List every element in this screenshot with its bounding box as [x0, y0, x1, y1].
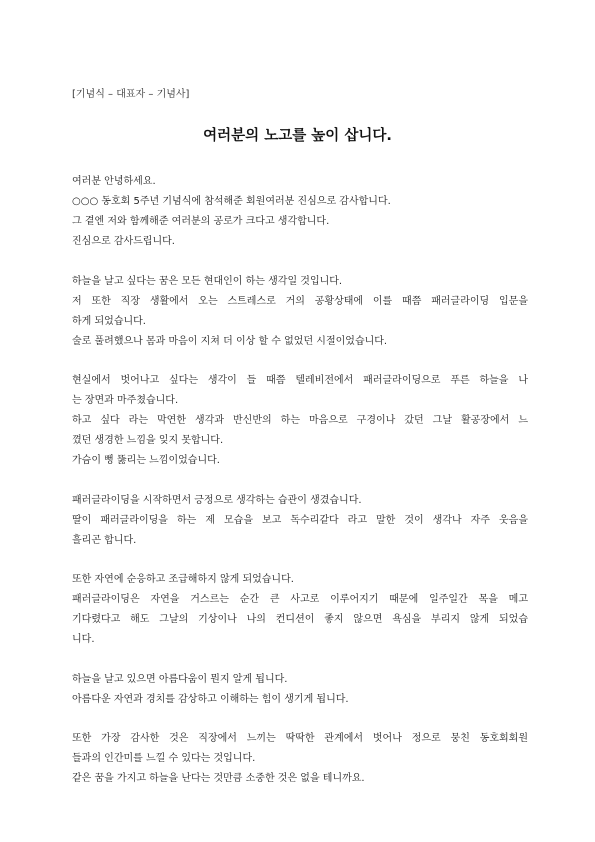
paragraph-line: 술로 풀려했으나 몸과 마음이 지쳐 더 이상 할 수 없었던 시절이었습니다. [72, 335, 388, 347]
paragraph-line: 하늘을 날고 싶다는 꿈은 모든 현대인이 하는 생각일 것입니다. [72, 275, 343, 287]
paragraph-line: 가슴이 뻥 뚫리는 느낌이었습니다. [72, 455, 220, 466]
paragraph-line: 흘리곤 합니다. [72, 534, 137, 546]
paragraph-line: 패러글라이딩은 자연을 거스르는 순간 큰 사고로 이루어지기 때문에 일주일간 목을 메고 [72, 594, 528, 605]
paragraph-line: 꼈던 생경한 느낌을 잊지 못합니다. [72, 435, 224, 446]
paragraph-line: 패러글라이딩을 시작하면서 긍정으로 생각하는 습관이 생겼습니다. [72, 494, 362, 506]
paragraph [72, 570, 528, 650]
paragraph [72, 670, 528, 710]
paragraph-line: 니다. [72, 634, 95, 645]
paragraph-line: 하게 되었습니다. [72, 315, 146, 327]
paragraph-line: 아름다운 자연과 경치를 감상하고 이해하는 힘이 생기게 됩니다. [72, 693, 349, 705]
paragraph-line: 하고 싶다 라는 막연한 생각과 반신반의 하는 마음으로 구경이나 갔던 그날 활공장에서 느 [72, 415, 528, 426]
paragraph-line: 기다렸다고 해도 그날의 기상이나 나의 컨디션이 좋지 않으면 욕심을 부리지 않게 되었습 [72, 614, 528, 625]
paragraph-line: 들과의 인간미를 느낄 수 있다는 것입니다. [72, 753, 256, 764]
document-header: [기념식 – 대표자 – 기념사] [72, 89, 190, 100]
paragraph-line: ○○○ 동호회 5주년 기념식에 참석해준 회원여러분 진심으로 감사합니다. [72, 196, 391, 207]
paragraph-line: 같은 꿈을 가지고 하늘을 난다는 것만큼 소중한 것은 없을 테니까요. [72, 773, 365, 784]
paragraph [72, 172, 528, 252]
document-title: 여러분의 노고를 높이 삽니다. [203, 128, 392, 144]
paragraph-line: 저 또한 직장 생활에서 오는 스트레스로 거의 공황상태에 이를 때쯤 패러글라이딩 입문을 [72, 295, 528, 307]
paragraph-line: 여러분 안녕하세요. [72, 176, 156, 187]
paragraph-line: 또한 가장 감사한 것은 직장에서 느끼는 딱딱한 관계에서 벗어나 정으로 뭉친 동호회회원 [72, 733, 528, 744]
paragraph [72, 371, 528, 471]
paragraph-line: 진심으로 감사드립니다. [72, 236, 175, 247]
paragraph-line: 는 장면과 마주쳤습니다. [72, 395, 179, 406]
paragraph-line: 하늘을 날고 있으면 아름다움이 뭔지 알게 됩니다. [72, 673, 288, 685]
paragraph-line: 딸이 패러글라이딩을 하는 제 모습을 보고 독수리같다 라고 말한 것이 생각나 자주 웃음을 [72, 514, 528, 526]
paragraph-line: 또한 자연에 순응하고 조급해하지 않게 되었습니다. [72, 574, 294, 585]
paragraph-line: 그 곁엔 저와 함께해준 여러분의 공로가 크다고 생각합니다. [72, 216, 330, 227]
paragraph [72, 272, 528, 352]
paragraph [72, 729, 528, 789]
document-body [72, 172, 528, 809]
paragraph-line: 현실에서 벗어나고 싶다는 생각이 들 때쯤 텔레비전에서 패러글라이딩으로 푸른 하늘을 나 [72, 375, 528, 386]
paragraph [72, 491, 528, 551]
